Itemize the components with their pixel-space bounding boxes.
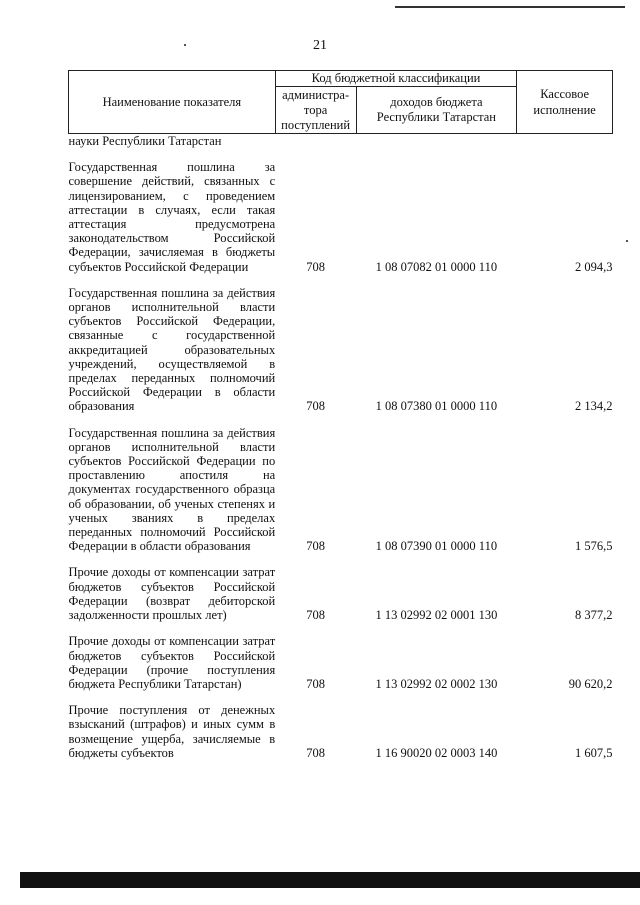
scan-speck (626, 240, 628, 242)
row-admin-code: 708 (306, 676, 325, 691)
row-name: Государственная пошлина за действия органов исполнительной власти субъектов Российской Федерации по проставлению апостиля на документах государственного образца об образовании, об ученых степенях и ученых званиях в пределах переданных полномочий Российской Федерации в области образования (68, 425, 276, 554)
row-amount: 90 620,2 (568, 676, 613, 691)
row-name: Прочие доходы от компенсации затрат бюджетов субъектов Российской Федерации (прочие поступления бюджета Республики Татарстан) (68, 634, 276, 691)
row-name: Прочие поступления от денежных взысканий (штрафов) и иных сумм в возмещение ущерба, зачисляемые в бюджеты субъектов (68, 703, 276, 760)
row-revenue-code: 1 13 02992 02 0001 130 (375, 608, 498, 623)
row-revenue-code: 1 08 07082 01 0000 110 (375, 259, 498, 274)
row-amount: 2 094,3 (575, 259, 613, 274)
scan-left-edge (0, 872, 20, 905)
row-revenue-code: 1 16 90020 02 0003 140 (375, 745, 498, 760)
row-admin-code: 708 (306, 608, 325, 623)
row-amount: 8 377,2 (575, 608, 613, 623)
table-row (69, 160, 613, 274)
table-row (69, 286, 613, 414)
scan-speck (184, 44, 186, 46)
row-amount: 1 607,5 (575, 745, 613, 760)
row-amount: 2 134,2 (575, 399, 613, 414)
header-revenue-code (356, 87, 517, 134)
row-name: Государственная пошлина за действия органов исполнительной власти субъектов Российской Федерации, связанные с государственной аккредитацией образовательных учреждений, осуществляемой в пределах переданных полномочий Российской Федерации в области образования (68, 285, 276, 414)
header-administrator (275, 87, 356, 134)
table-row (69, 634, 613, 691)
header-indicator-name: Наименование показателя (69, 71, 276, 134)
scan-edge-mark (395, 6, 625, 8)
table-row (69, 426, 613, 554)
header-revenue-code-label: доходов бюджета Республики Татарстан (376, 95, 496, 124)
scan-bottom-band (20, 872, 640, 888)
row-admin-code: 708 (306, 539, 325, 554)
continued-row (69, 134, 613, 149)
row-revenue-code: 1 08 07390 01 0000 110 (375, 539, 498, 554)
header-cash-execution (517, 71, 613, 134)
table-row (69, 565, 613, 622)
row-admin-code: 708 (306, 259, 325, 274)
row-amount: 1 576,5 (575, 539, 613, 554)
budget-revenue-table (68, 70, 613, 760)
row-admin-code: 708 (306, 399, 325, 414)
header-administrator-label: администра-тора поступлений (281, 87, 351, 132)
table-row (69, 703, 613, 760)
page-number: 21 (313, 38, 327, 53)
header-classification-code: Код бюджетной классификации (275, 71, 517, 87)
row-name: Государственная пошлина за совершение действий, связанных с лицензированием, с проведением аттестации в случаях, если такая аттестация предусмотрена законодательством Российской Федерации, зачисляемая в бюджеты субъектов Российской Федерации (68, 160, 276, 274)
header-cash-execution-label: Кассовое исполнение (533, 87, 596, 117)
continued-text: науки Республики Татарстан (68, 134, 222, 148)
row-name: Прочие доходы от компенсации затрат бюджетов субъектов Российской Федерации (возврат дебиторской задолженности прошлых лет) (68, 565, 276, 623)
row-revenue-code: 1 08 07380 01 0000 110 (375, 399, 498, 414)
row-admin-code: 708 (306, 745, 325, 760)
row-revenue-code: 1 13 02992 02 0002 130 (375, 676, 498, 691)
